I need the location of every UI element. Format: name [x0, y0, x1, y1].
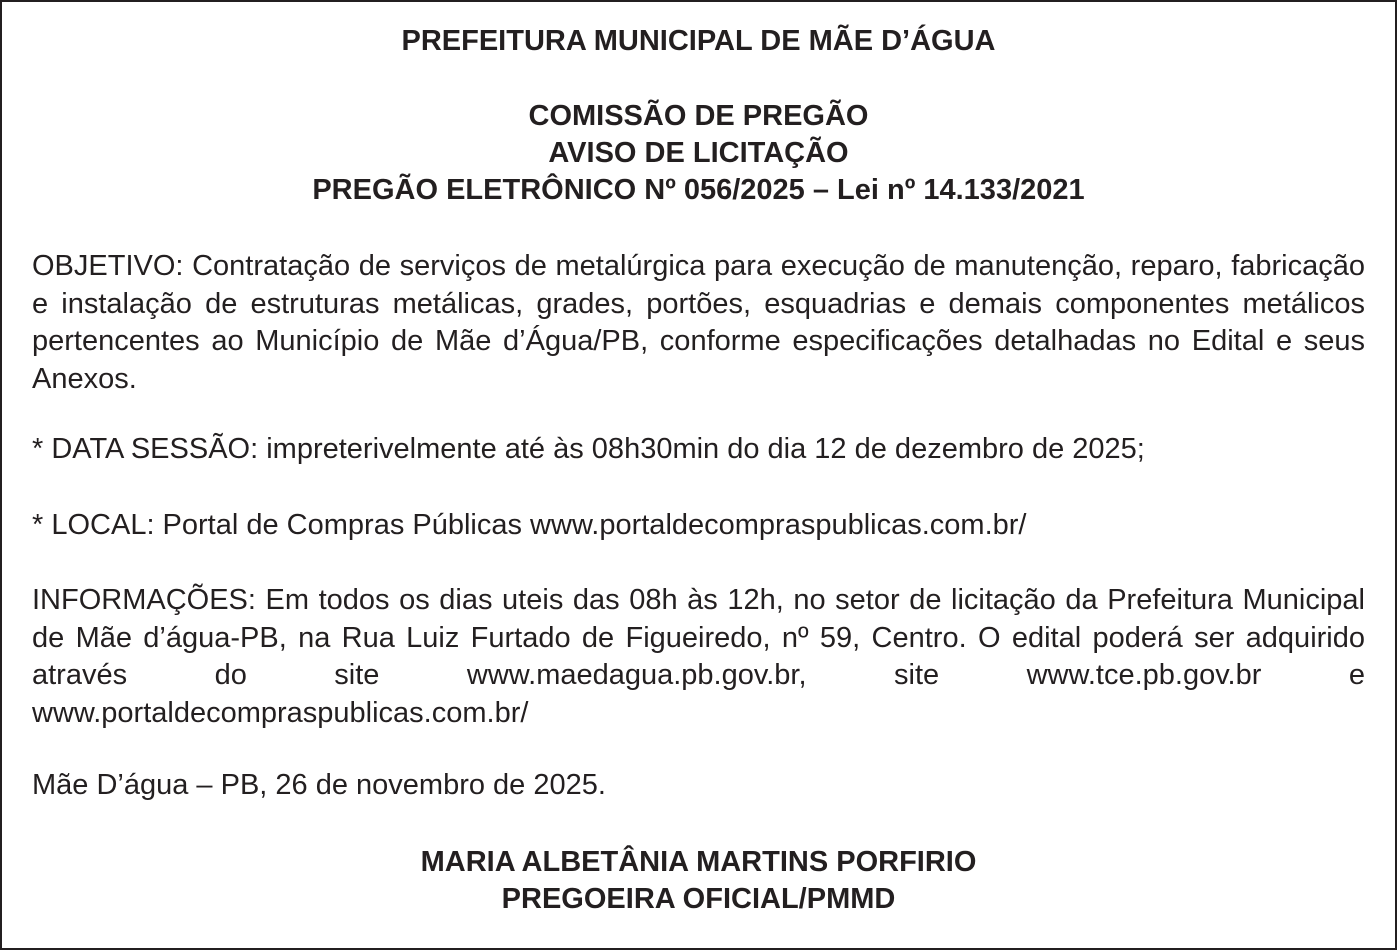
notice-header: [32, 98, 1365, 209]
signature-block: [32, 844, 1365, 918]
process-number-title: PREGÃO ELETRÔNICO Nº 056/2025 – Lei nº 14.133/2021: [312, 174, 1085, 206]
objective-paragraph: OBJETIVO: Contratação de serviços de metalúrgica para execução de manutenção, reparo, fabricação e instalação de estruturas metálicas, grades, portões, esquadrias e demais componentes metálicos pertencentes ao Município de Mãe d’Água/PB, conforme especificações detalhadas no Edital e seus Anexos.: [32, 250, 1365, 395]
commission-title: COMISSÃO DE PREGÃO: [528, 100, 869, 132]
session-date-paragraph: * DATA SESSÃO: impreterivelmente até às 08h30min do dia 12 de dezembro de 2025;: [32, 433, 1145, 465]
signatory-name: MARIA ALBETÂNIA MARTINS PORFIRIO: [420, 846, 977, 878]
location-paragraph: * LOCAL: Portal de Compras Públicas www.portaldecompraspublicas.com.br/: [32, 509, 1027, 541]
municipality-title: PREFEITURA MUNICIPAL DE MÃE D’ÁGUA: [401, 25, 996, 57]
signatory-role: PREGOEIRA OFICIAL/PMMD: [501, 883, 896, 915]
information-paragraph: INFORMAÇÕES: Em todos os dias uteis das 08h às 12h, no setor de licitação da Prefeitura Municipal de Mãe d’água-PB, na Rua Luiz Furtado de Figueiredo, nº 59, Centro. O edital poderá ser adquirido através do site www.maedagua.pb.gov.br, site www.tce.pb.gov.br e www.portaldecompraspublicas.com.br/: [32, 584, 1365, 729]
place-date-line: Mãe D’água – PB, 26 de novembro de 2025.: [32, 769, 606, 801]
notice-type-title: AVISO DE LICITAÇÃO: [548, 137, 849, 169]
